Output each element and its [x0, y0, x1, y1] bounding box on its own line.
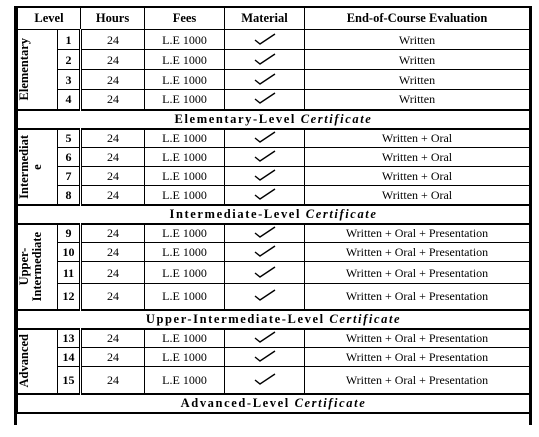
table-row [18, 243, 530, 262]
evaluation-cell: Written + Oral + Presentation [305, 284, 530, 310]
header-level: Level [18, 7, 81, 30]
fees-cell: L.E 1000 [145, 70, 225, 90]
hours-cell: 24 [81, 129, 145, 148]
fees-cell: L.E 1000 [145, 129, 225, 148]
certificate-label [18, 310, 530, 329]
evaluation-cell: Written + Oral + Presentation [305, 262, 530, 284]
checkmark-icon [254, 245, 276, 257]
material-cell [225, 284, 305, 310]
fees-cell: L.E 1000 [145, 329, 225, 348]
level-number: 15 [58, 367, 81, 394]
course-levels-table [17, 6, 530, 414]
fees-cell: L.E 1000 [145, 348, 225, 367]
level-group-cell [18, 329, 58, 394]
fees-cell: L.E 1000 [145, 30, 225, 50]
checkmark-icon [254, 188, 276, 200]
hours-cell: 24 [81, 329, 145, 348]
level-number: 6 [58, 148, 81, 167]
level-number: 13 [58, 329, 81, 348]
level-group-name: Intermediat e [17, 134, 45, 199]
fees-cell: L.E 1000 [145, 167, 225, 186]
material-cell [225, 129, 305, 148]
material-cell [225, 262, 305, 284]
level-group-cell [18, 30, 58, 110]
checkmark-icon [254, 289, 276, 301]
material-cell [225, 348, 305, 367]
hours-cell: 24 [81, 50, 145, 70]
table-row [18, 329, 530, 348]
level-number: 12 [58, 284, 81, 310]
level-number: 14 [58, 348, 81, 367]
level-number: 4 [58, 90, 81, 110]
certificate-row [18, 394, 530, 413]
hours-cell: 24 [81, 90, 145, 110]
hours-cell: 24 [81, 262, 145, 284]
table-row [18, 50, 530, 70]
hours-cell: 24 [81, 224, 145, 243]
level-number: 1 [58, 30, 81, 50]
checkmark-icon [254, 266, 276, 278]
evaluation-cell: Written + Oral [305, 129, 530, 148]
certificate-row [18, 310, 530, 329]
level-group-name: Advanced [17, 334, 31, 388]
checkmark-icon [254, 53, 276, 65]
material-cell [225, 90, 305, 110]
checkmark-icon [254, 350, 276, 362]
level-number: 8 [58, 186, 81, 205]
material-cell [225, 186, 305, 205]
evaluation-cell: Written + Oral [305, 148, 530, 167]
table-row [18, 90, 530, 110]
level-number: 11 [58, 262, 81, 284]
table-row [18, 284, 530, 310]
table-row [18, 186, 530, 205]
certificate-word: Certificate [300, 111, 373, 126]
header-material: Material [225, 7, 305, 30]
material-cell [225, 167, 305, 186]
hours-cell: 24 [81, 284, 145, 310]
evaluation-cell: Written + Oral [305, 167, 530, 186]
material-cell [225, 70, 305, 90]
level-number: 3 [58, 70, 81, 90]
table-body [18, 30, 530, 413]
checkmark-icon [254, 73, 276, 85]
certificate-label [18, 110, 530, 129]
certificate-level: Upper-Intermediate-Level [145, 311, 325, 326]
certificate-level: Intermediate-Level [169, 206, 302, 221]
checkmark-icon [254, 373, 276, 385]
checkmark-icon [254, 33, 276, 45]
material-cell [225, 329, 305, 348]
table-row [18, 30, 530, 50]
hours-cell: 24 [81, 243, 145, 262]
course-table-page [14, 6, 532, 425]
hours-cell: 24 [81, 70, 145, 90]
material-cell [225, 148, 305, 167]
evaluation-cell: Written [305, 30, 530, 50]
certificate-row [18, 110, 530, 129]
hours-cell: 24 [81, 167, 145, 186]
level-number: 9 [58, 224, 81, 243]
level-number: 2 [58, 50, 81, 70]
evaluation-cell: Written + Oral + Presentation [305, 329, 530, 348]
header-fees: Fees [145, 7, 225, 30]
certificate-row [18, 205, 530, 224]
fees-cell: L.E 1000 [145, 262, 225, 284]
level-number: 10 [58, 243, 81, 262]
fees-cell: L.E 1000 [145, 284, 225, 310]
level-group-cell [18, 224, 58, 310]
certificate-label [18, 394, 530, 413]
evaluation-cell: Written [305, 50, 530, 70]
evaluation-cell: Written [305, 90, 530, 110]
certificate-word: Certificate [305, 206, 378, 221]
hours-cell: 24 [81, 30, 145, 50]
checkmark-icon [254, 92, 276, 104]
fees-cell: L.E 1000 [145, 367, 225, 394]
level-number: 5 [58, 129, 81, 148]
level-number: 7 [58, 167, 81, 186]
evaluation-cell: Written + Oral + Presentation [305, 348, 530, 367]
fees-cell: L.E 1000 [145, 243, 225, 262]
table-header-row [18, 7, 530, 30]
checkmark-icon [254, 150, 276, 162]
table-row [18, 224, 530, 243]
material-cell [225, 367, 305, 394]
certificate-level: Advanced-Level [180, 395, 290, 410]
table-row [18, 167, 530, 186]
hours-cell: 24 [81, 148, 145, 167]
certificate-word: Certificate [294, 395, 367, 410]
checkmark-icon [254, 226, 276, 238]
header-evaluation: End-of-Course Evaluation [305, 7, 530, 30]
level-group-cell [18, 129, 58, 205]
certificate-label [18, 205, 530, 224]
table-row [18, 148, 530, 167]
table-row [18, 367, 530, 394]
hours-cell: 24 [81, 186, 145, 205]
material-cell [225, 30, 305, 50]
level-group-name: Elementary [17, 38, 31, 101]
material-cell [225, 50, 305, 70]
table-row [18, 348, 530, 367]
fees-cell: L.E 1000 [145, 148, 225, 167]
certificate-level: Elementary-Level [174, 111, 296, 126]
fees-cell: L.E 1000 [145, 90, 225, 110]
header-hours: Hours [81, 7, 145, 30]
fees-cell: L.E 1000 [145, 50, 225, 70]
table-row [18, 129, 530, 148]
material-cell [225, 224, 305, 243]
table-row [18, 70, 530, 90]
evaluation-cell: Written + Oral + Presentation [305, 367, 530, 394]
certificate-word: Certificate [329, 311, 402, 326]
hours-cell: 24 [81, 367, 145, 394]
evaluation-cell: Written + Oral + Presentation [305, 224, 530, 243]
evaluation-cell: Written + Oral + Presentation [305, 243, 530, 262]
level-group-name: Upper- Intermediate [17, 231, 45, 302]
checkmark-icon [254, 131, 276, 143]
checkmark-icon [254, 169, 276, 181]
evaluation-cell: Written [305, 70, 530, 90]
checkmark-icon [254, 331, 276, 343]
fees-cell: L.E 1000 [145, 186, 225, 205]
table-row [18, 262, 530, 284]
hours-cell: 24 [81, 348, 145, 367]
evaluation-cell: Written + Oral [305, 186, 530, 205]
fees-cell: L.E 1000 [145, 224, 225, 243]
material-cell [225, 243, 305, 262]
